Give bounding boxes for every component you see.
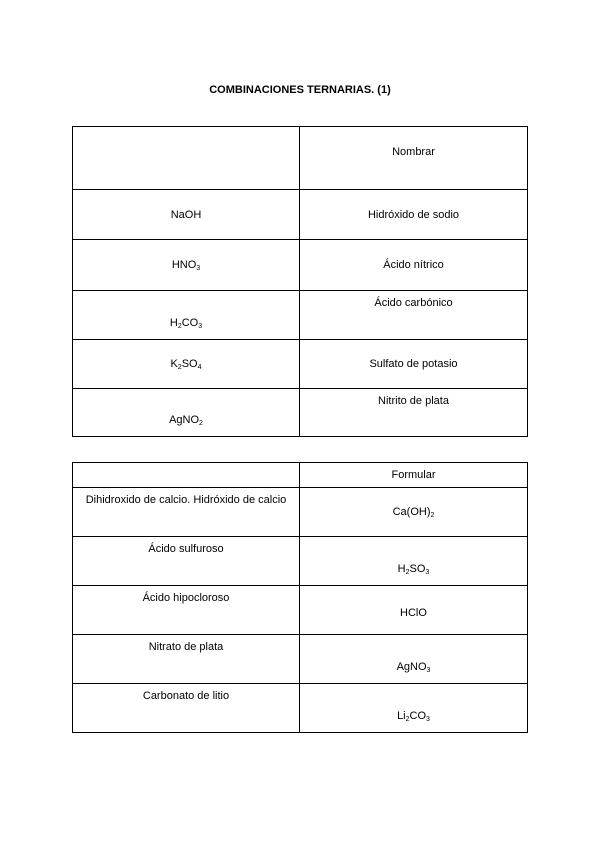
name-cell: Ácido hipocloroso <box>73 586 300 635</box>
table-row <box>73 537 528 586</box>
formula-header-cell <box>73 127 300 190</box>
formula-hclo <box>400 607 427 619</box>
formula-cell <box>300 537 528 586</box>
formula-li2co3 <box>397 710 430 722</box>
name-cell: Dihidroxido de calcio. Hidróxido de calcio <box>73 488 300 537</box>
formula-subscript: 2 <box>177 364 182 371</box>
formula-part: CO <box>409 710 427 722</box>
formula-agno3 <box>397 661 431 673</box>
formulating-table <box>72 462 528 733</box>
table-row <box>73 389 528 437</box>
name-cell: Ácido nítrico <box>300 240 528 291</box>
formula-part: SO <box>409 563 426 575</box>
name-cell: Ácido carbónico <box>300 291 528 340</box>
formula-subscript: 2 <box>177 323 182 330</box>
formula-part: HNO <box>171 259 197 271</box>
page-title: COMBINACIONES TERNARIAS. (1) <box>209 84 391 96</box>
formular-header: Formular <box>300 463 528 488</box>
formula-subscript: 2 <box>199 420 203 427</box>
formula-part: NaOH <box>170 208 202 221</box>
formula-part: Li <box>397 710 406 722</box>
formula-part: AgNO <box>396 661 427 673</box>
name-cell: Ácido sulfuroso <box>73 537 300 586</box>
formula-cell <box>300 635 528 684</box>
formula-subscript: 2 <box>405 569 410 576</box>
formula-cell <box>300 586 528 635</box>
table-row <box>73 240 528 291</box>
name-cell: Hidróxido de sodio <box>300 190 528 240</box>
formula-h2so3 <box>398 563 430 575</box>
table-header-row <box>73 463 528 488</box>
formula-part: H <box>169 317 178 329</box>
formula-cell <box>73 190 300 240</box>
table-header-row <box>73 127 528 190</box>
name-cell: Sulfato de potasio <box>300 340 528 389</box>
name-header-cell <box>73 463 300 488</box>
formula-part: HClO <box>400 607 427 619</box>
formula-subscript: 3 <box>425 569 430 576</box>
table-row <box>73 684 528 733</box>
formula-k2so4 <box>170 358 201 370</box>
nombrar-header: Nombrar <box>300 127 528 190</box>
name-cell: Nitrito de plata <box>300 389 528 437</box>
formula-cell <box>73 240 300 291</box>
name-cell: Nitrato de plata <box>73 635 300 684</box>
formula-agno2 <box>169 414 203 426</box>
formula-subscript: 3 <box>196 265 201 272</box>
formula-subscript: 3 <box>198 323 203 330</box>
formula-subscript: 4 <box>197 364 202 371</box>
formula-cell <box>300 684 528 733</box>
formula-subscript: 3 <box>426 667 431 674</box>
formula-cell <box>73 389 300 437</box>
formula-subscript: 2 <box>405 716 410 723</box>
formula-naoh <box>171 209 202 221</box>
formula-part: K <box>170 358 178 370</box>
formula-part: AgNO <box>169 414 200 426</box>
name-cell: Carbonato de litio <box>73 684 300 733</box>
formula-cell <box>300 488 528 537</box>
formula-h2co3 <box>170 317 202 329</box>
table-row <box>73 291 528 340</box>
formula-cell <box>73 340 300 389</box>
formula-part: H <box>397 563 406 575</box>
formula-subscript: 3 <box>426 716 430 723</box>
formula-part: SO <box>181 358 198 370</box>
table-row <box>73 488 528 537</box>
formula-part: CO <box>181 317 199 329</box>
table-row <box>73 190 528 240</box>
naming-table <box>72 126 528 437</box>
formula-subscript: 2 <box>430 512 435 519</box>
table-row <box>73 586 528 635</box>
formula-hno3 <box>172 259 200 271</box>
formula-part: Ca(OH) <box>392 506 431 518</box>
formula-caoh2 <box>393 506 435 518</box>
formula-cell <box>73 291 300 340</box>
table-row <box>73 635 528 684</box>
table-row <box>73 340 528 389</box>
